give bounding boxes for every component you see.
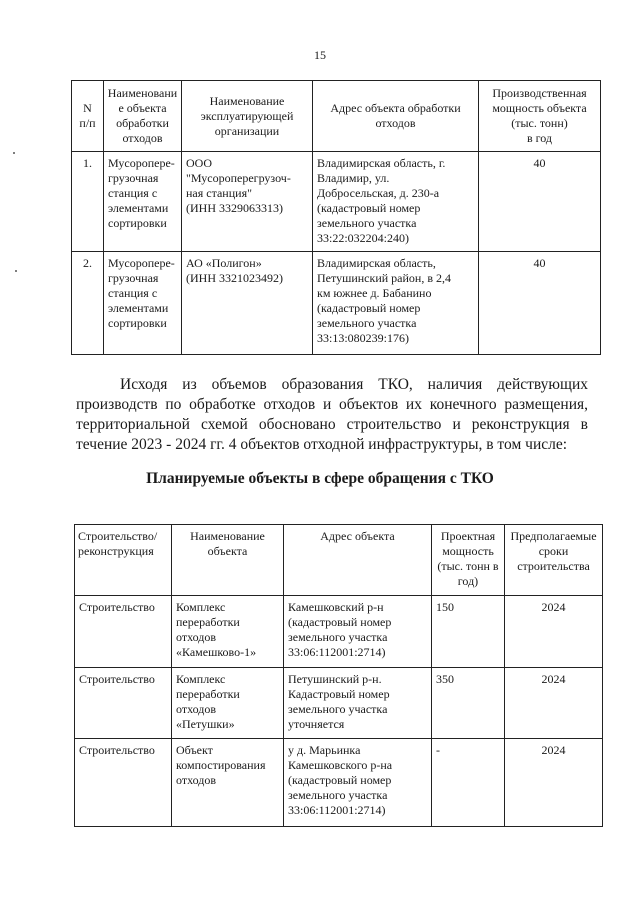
table-header-row [75,525,603,596]
object-name: Мусоропере- грузочная станция с элементами сортировки [104,252,182,355]
construction-type: Строительство [75,668,172,739]
table-row [75,668,603,739]
header-address: Адрес объекта обработки отходов [313,81,479,152]
table-row [75,596,603,668]
address: у д. Марьинка Камешковского р-на (кадастровый номер земельного участка 33:06:112001:2714) [284,739,432,827]
header-design-capacity: Проектная мощность (тыс. тонн в год) [432,525,505,596]
body-paragraph: Исходя из объемов образования ТКО, наличия действующих производств по обработке отходов и объектов их конечного размещения, территориальной схемой обосновано строительство и реконструкция в течение 2023 - 2024 гг. 4 объектов отходной инфраструктуры, в том числе: [76,376,588,453]
scan-speck [15,270,17,272]
design-capacity: - [432,739,505,827]
object-name: Комплекс переработки отходов «Камешково-1» [172,596,284,668]
design-capacity: 150 [432,596,505,668]
capacity: 40 [479,152,601,252]
address: Владимирская область, Петушинский район, в 2,4 км южнее д. Бабанино (кадастровый номер земельного участка 33:13:080239:176) [313,252,479,355]
operator: АО «Полигон» (ИНН 3321023492) [182,252,313,355]
section-heading: Планируемые объекты в сфере обращения с ТКО [146,470,494,487]
page-number: 15 [314,48,326,62]
header-number: N п/п [72,81,104,152]
object-name: Объект компостирования отходов [172,739,284,827]
header-construction-term: Предполагаемые сроки строительства [505,525,603,596]
object-name: Мусоропере- грузочная станция с элементами сортировки [104,152,182,252]
table-row [72,252,601,355]
address: Петушинский р-н. Кадастровый номер земельного участка уточняется [284,668,432,739]
construction-term: 2024 [505,596,603,668]
capacity: 40 [479,252,601,355]
header-construction-type: Строительство/ реконструкция [75,525,172,596]
construction-type: Строительство [75,596,172,668]
header-address: Адрес объекта [284,525,432,596]
row-number: 1. [72,152,104,252]
processing-facilities-table [71,80,601,355]
operator: ООО "Мусороперегрузоч- ная станция" (ИНН 3329063313) [182,152,313,252]
table-row [75,739,603,827]
row-number: 2. [72,252,104,355]
planned-facilities-table [74,524,603,827]
object-name: Комплекс переработки отходов «Петушки» [172,668,284,739]
design-capacity: 350 [432,668,505,739]
table-header-row [72,81,601,152]
construction-type: Строительство [75,739,172,827]
table-row [72,152,601,252]
address: Камешковский р-н (кадастровый номер земельного участка 33:06:112001:2714) [284,596,432,668]
header-object-name: Наименование объекта [172,525,284,596]
construction-term: 2024 [505,739,603,827]
header-operator: Наименование эксплуатирующей организации [182,81,313,152]
scan-speck [13,152,15,154]
address: Владимирская область, г. Владимир, ул. Добросельская, д. 230-а (кадастровый номер земельного участка 33:22:032204:240) [313,152,479,252]
header-capacity: Производственная мощность объекта (тыс. тонн) в год [479,81,601,152]
header-object-name: Наименовани е объекта обработки отходов [104,81,182,152]
construction-term: 2024 [505,668,603,739]
